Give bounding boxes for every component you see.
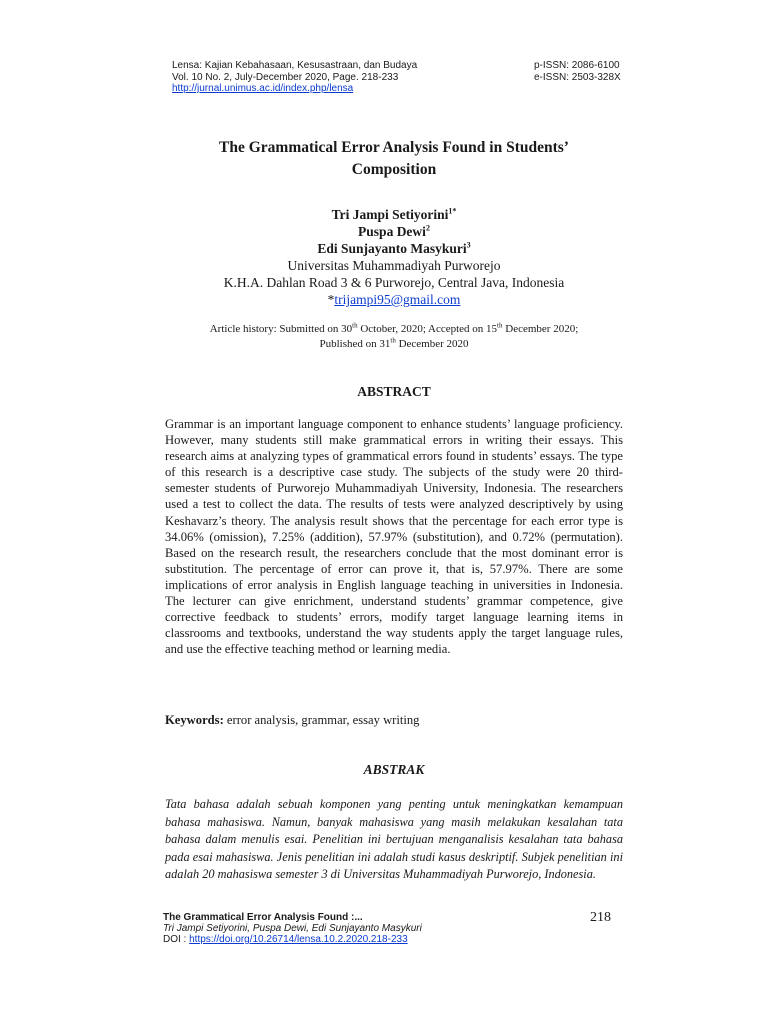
address: K.H.A. Dahlan Road 3 & 6 Purworejo, Central Java, Indonesia — [223, 275, 565, 290]
email-link[interactable]: trijampi95@gmail.com — [334, 292, 461, 307]
author-3-name: Edi Sunjayanto Masykuri — [317, 241, 467, 256]
keywords-label: Keywords: — [165, 713, 224, 727]
footer-doi-label: DOI : — [163, 934, 190, 945]
p-issn: p-ISSN: 2086-6100 — [534, 60, 620, 71]
history-accepted: October, 2020; Accepted on 15 — [357, 323, 498, 335]
history-line1 — [160, 322, 628, 337]
history-accepted-end: December 2020; — [502, 323, 579, 335]
history-sup-3: th — [390, 336, 396, 345]
e-issn: e-ISSN: 2503-328X — [534, 71, 621, 83]
abstract-heading: ABSTRACT — [357, 384, 431, 399]
keywords-value: error analysis, grammar, essay writing — [223, 713, 420, 727]
author-3 — [160, 240, 628, 257]
email-asterisk: * — [327, 292, 335, 307]
footer-title: The Grammatical Error Analysis Found :... — [163, 912, 363, 923]
author-1 — [160, 206, 628, 223]
author-1-marker: 1* — [448, 206, 457, 216]
paper-title-line2: Composition — [351, 161, 437, 178]
history-published-end: December 2020 — [395, 338, 469, 350]
page-footer — [163, 912, 422, 945]
journal-header — [172, 60, 417, 95]
author-3-marker: 3 — [466, 240, 471, 250]
keywords-line — [165, 713, 623, 728]
abstrak-body: Tata bahasa adalah sebuah komponen yang penting untuk meningkatkan kemampuan bahasa mahasiswa. Namun, banyak mahasiswa yang masih melakukan kesalahan tata bahasa dalam menulis esai. Penelitian ini bertujuan menganalisis kesalahan tata bahasa pada esai mahasiswa. Jenis penelitian ini adalah studi kasus deskriptif. Subjek penelitian ini adalah 20 mahasiswa semester 3 di Universitas Muhammadiyah Purworejo, Indonesia. — [165, 797, 623, 881]
doi-link[interactable]: https://doi.org/10.26714/lensa.10.2.2020.218-233 — [189, 934, 408, 945]
author-2-name: Puspa Dewi — [358, 224, 426, 239]
journal-volume: Vol. 10 No. 2, July-December 2020, Page. 218-233 — [172, 71, 399, 83]
journal-url-link[interactable]: http://jurnal.unimus.ac.id/index.php/lensa — [172, 83, 354, 94]
page-number: 218 — [590, 910, 611, 925]
history-sup-1: th — [352, 321, 358, 330]
history-line2 — [160, 337, 628, 352]
paper-title-line1: The Grammatical Error Analysis Found in Students’ — [219, 139, 569, 156]
abstrak-heading: ABSTRAK — [363, 762, 425, 777]
email-line — [160, 291, 628, 308]
author-2-marker: 2 — [425, 223, 430, 233]
paper-title — [160, 137, 628, 181]
history-submitted: Article history: Submitted on 30 — [209, 323, 353, 335]
journal-name: Lensa: Kajian Kebahasaan, Kesusastraan, dan Budaya — [172, 60, 418, 71]
footer-authors: Tri Jampi Setiyorini, Puspa Dewi, Edi Sunjayanto Masykuri — [163, 923, 422, 934]
author-2 — [160, 223, 628, 240]
history-published: Published on 31 — [319, 338, 391, 350]
article-history — [160, 322, 628, 352]
abstract-body: Grammar is an important language component to enhance students’ language proficiency. However, many students still make grammatical errors in writing their essays. This research aims at analyzing types of grammatical errors found in students’ essays. The type of this research is a descriptive case study. The subjects of the study were 20 third-semester students of Purworejo Muhammadiyah University, Indonesia. The researchers used a test to collect the data. The results of tests were analyzed descriptively by using Keshavarz’s theory. The analysis result shows that the percentage for each error type is 34.06% (omission), 7.25% (addition), 57.97% (substitution), and 0.72% (permutation). Based on the research result, the researchers conclude that the most dominant error is substitution. The percentage of error can prove it, that is, 57.97%. There are some implications of error analysis in English language teaching in universities in Indonesia. The lecturer can give enrichment, understand students’ grammar competence, give corrective feedback to students’ errors, modify target language learning items in classrooms and textbooks, understand the way students apply the target language rules, and use the effective teaching method or learning media. — [165, 417, 623, 657]
history-sup-2: th — [497, 321, 503, 330]
issn-block — [534, 60, 621, 83]
author-block — [160, 206, 628, 308]
author-1-name: Tri Jampi Setiyorini — [331, 207, 449, 222]
affiliation: Universitas Muhammadiyah Purworejo — [287, 258, 501, 273]
footer-doi-line — [163, 934, 422, 945]
